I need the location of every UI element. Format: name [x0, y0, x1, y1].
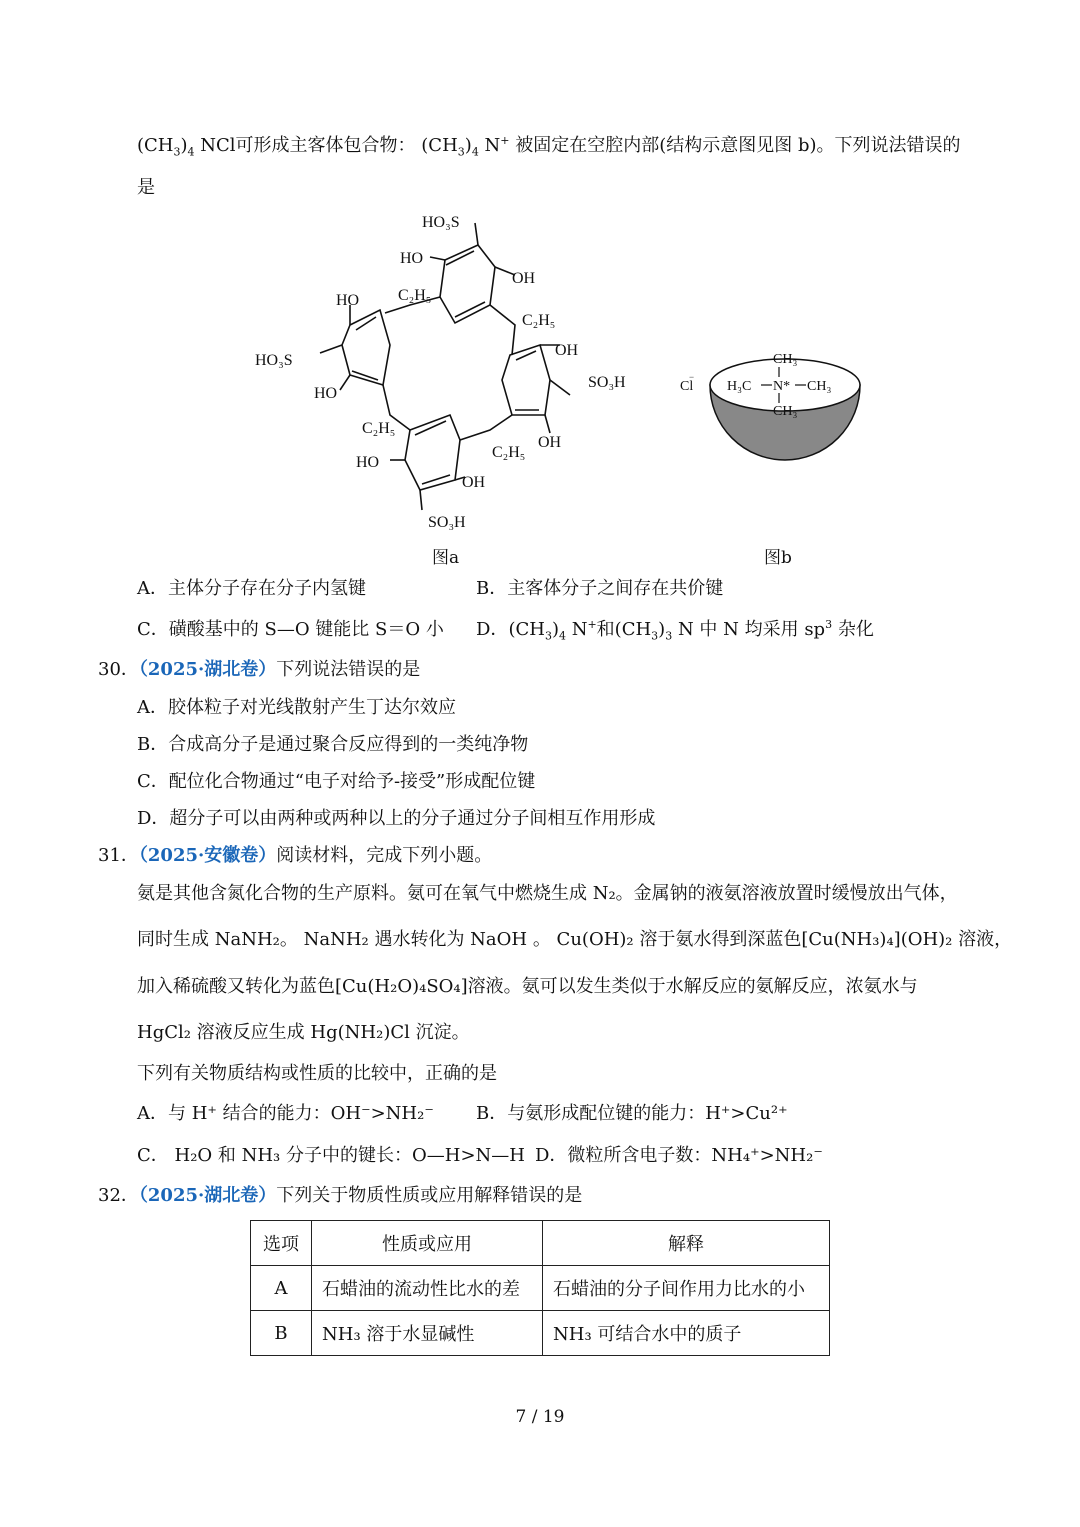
table-cell: B: [251, 1311, 312, 1356]
table-cell: NH₃ 可结合水中的质子: [543, 1311, 830, 1356]
figure-b-host-guest: [675, 345, 875, 470]
q31-material-line-1: 氨是其他含氮化合物的生产原料。氨可在氧气中燃烧生成 N₂。金属钠的液氨溶液放置时缓慢放出气体，: [137, 883, 958, 904]
q32-stem: [98, 1184, 582, 1208]
q31-number: 31．: [98, 845, 139, 866]
figure-a-structure: [250, 205, 650, 535]
label-ho3s-left: HO₃S: [255, 352, 293, 369]
label-c2h5-2: C₂H₅: [522, 312, 556, 329]
q29-option-a: A．主体分子存在分子内氢键: [137, 578, 366, 599]
table-header-property: 性质或应用: [312, 1221, 543, 1266]
intro-text-d: 被固定在空腔内部(结构示意图见图 b)。下列说法错误的: [515, 135, 961, 156]
q29-option-c: C．磺酸基中的 S—O 键能比 S＝O 小: [137, 619, 444, 640]
q30-number: 30．: [98, 659, 139, 680]
label-n-star: N*: [773, 379, 791, 394]
label-oh-right: OH: [555, 342, 579, 359]
q29-option-d: D．$(CH_3)_4$ N+和$(CH_3)_3$ N 中 N 均采用 $sp^3$ 杂化: [476, 618, 874, 643]
q31-source: （2025·安徽卷）: [138, 845, 277, 866]
label-so3h-bottom: SO₃H: [428, 514, 466, 531]
caption-figure-a: 图a: [432, 548, 460, 568]
intro-line-1: $(CH_3)_4$ NCl可形成主客体包合物： $(CH_3)_4$ N+ 被固定在空腔内部(结构示意图见图 b)。下列说法错误的: [137, 134, 961, 159]
label-ho-2: HO: [336, 292, 360, 309]
q32-number: 32．: [98, 1185, 139, 1206]
formula-ch3-4-b: $(CH_3)_4$: [421, 135, 479, 159]
label-oh-1: OH: [512, 270, 536, 287]
q30-source: （2025·湖北卷）: [138, 659, 277, 680]
page-number: 7 / 19: [515, 1407, 565, 1427]
table-cell: NH₃ 溶于水显碱性: [312, 1311, 543, 1356]
table-cell: A: [251, 1266, 312, 1311]
q31-option-b: B．与氨形成配位键的能力：H⁺>Cu²⁺: [476, 1103, 788, 1124]
label-c2h5-4: C₂H₅: [492, 444, 526, 461]
q30-stem: [98, 658, 420, 682]
svg-text:−: −: [689, 372, 695, 382]
q30-option-d: D．超分子可以由两种或两种以上的分子通过分子间相互作用形成: [137, 808, 656, 829]
table-header-row: [251, 1221, 830, 1266]
q30-option-a: A．胶体粒子对光线散射产生丁达尔效应: [137, 697, 456, 718]
q31-question: 阅读材料，完成下列小题。: [276, 845, 493, 866]
label-ch3-bottom: CH₃: [773, 404, 798, 419]
label-ch3-top: CH₃: [773, 352, 798, 367]
table-row: [251, 1311, 830, 1356]
q31-stem: [98, 844, 492, 868]
q32-source: （2025·湖北卷）: [138, 1185, 277, 1206]
table-cell: 石蜡油的流动性比水的差: [312, 1266, 543, 1311]
q30-option-c: C．配位化合物通过“电子对给予-接受”形成配位键: [137, 771, 536, 792]
q31-question-text: 下列有关物质结构或性质的比较中，正确的是: [137, 1063, 497, 1084]
intro-text-a: NCl: [200, 135, 236, 156]
table-cell: 石蜡油的分子间作用力比水的小: [543, 1266, 830, 1311]
q31-material-line-3: 加入稀硫酸又转化为蓝色[Cu(H₂O)₄SO₄]溶液。氨可以发生类似于水解反应的氨解反应，浓氨水与: [137, 976, 918, 997]
q29-option-b: B．主客体分子之间存在共价键: [476, 578, 724, 599]
intro-text-c: N: [484, 135, 501, 156]
label-ho3s-top: HO₃S: [422, 214, 460, 231]
label-ch3-right: CH₃: [807, 379, 832, 394]
q31-material-line-4: HgCl₂ 溶液反应生成 Hg(NH₂)Cl 沉淀。: [137, 1022, 470, 1043]
label-c2h5-3: C₂H₅: [362, 420, 396, 437]
label-oh-bottom: OH: [462, 474, 486, 491]
q32-question: 下列关于物质性质或应用解释错误的是: [276, 1185, 583, 1206]
table-header-option: 选项: [251, 1221, 312, 1266]
q31-option-d: D．微粒所含电子数：NH₄⁺>NH₂⁻: [535, 1145, 823, 1166]
q30-option-b: B．合成高分子是通过聚合反应得到的一类纯净物: [137, 734, 529, 755]
label-ho-left-low: HO: [314, 385, 338, 402]
q31-option-c: C． H₂O 和 NH₃ 分子中的键长：O—H>N—H: [137, 1145, 525, 1166]
q31-material-line-2: 同时生成 NaNH₂。 NaNH₂ 遇水转化为 NaOH 。 Cu(OH)₂ 溶于氨水得到深蓝色[Cu(NH₃)₄](OH)₂ 溶液，: [137, 929, 1013, 950]
table-header-explanation: 解释: [543, 1221, 830, 1266]
label-ho-1: HO: [400, 250, 424, 267]
q30-question: 下列说法错误的是: [276, 659, 421, 680]
intro-text-b: 可形成主客体包合物：: [235, 135, 416, 156]
label-ho-bottom: HO: [356, 454, 380, 471]
table-row: [251, 1266, 830, 1311]
label-oh-right-low: OH: [538, 434, 562, 451]
label-h3c: H₃C: [727, 379, 752, 394]
q32-table: [250, 1220, 830, 1356]
label-so3h-right: SO₃H: [588, 374, 626, 391]
intro-line-2: 是: [137, 177, 155, 198]
q31-option-a: A．与 H⁺ 结合的能力：OH⁻>NH₂⁻: [137, 1103, 434, 1124]
label-c2h5-1: C₂H₅: [398, 287, 432, 304]
formula-ch3-4: $(CH_3)_4$: [137, 135, 195, 159]
caption-figure-b: 图b: [764, 548, 792, 568]
label-cl: Cl: [680, 379, 694, 394]
